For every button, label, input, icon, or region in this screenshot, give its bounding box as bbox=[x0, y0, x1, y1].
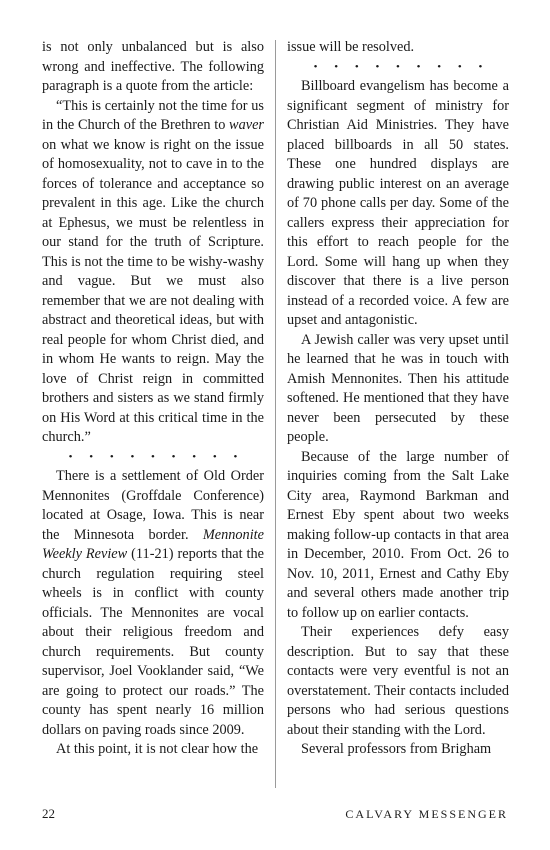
quote-text-start: “This is certainly not the time for us in the Church of the Brethren to bbox=[42, 97, 264, 133]
quote-text-end: on what we know is right on the issue of homosexuality, not to cave in to the forces of tolerance and acceptance so prevalent in this age. Like the church at Ephesus, we must be relentless in our stand for the truth of Scripture. This is not the time to be wishy-washy and vague. But we must also remember that we are not dealing with abstract and theoretical ideas, but with real people for whom Christ died, and in whom He wants to reign. May the love of Christ reign in committed brothers and sisters as we stand firmly on His Word at this critical time in the church.” bbox=[42, 136, 264, 445]
section-separator: • • • • • • • • • bbox=[68, 450, 245, 463]
publication-title: Mennonite Weekly Review bbox=[42, 526, 264, 562]
mennonite-text-start: There is a settlement of Old Order Mennonites (Groffdale Conference) located at Osage, Iowa. This is near the Minnesota border. bbox=[42, 468, 264, 543]
right-column bbox=[287, 38, 509, 760]
running-head: CALVARY MESSENGER bbox=[345, 807, 508, 821]
billboard-paragraph: Billboard evangelism has become a significant segment of ministry for Christian Aid Ministries. They have placed billboards in all 50 states. These one hundred displays are drawing public interest on an average of 70 phone calls per day. Some of the callers express their appreciation for this effort to reach people for the Lord. Some will hang up when they discover that there is a live person instead of a recorded voice. A few are upset and antagonistic. bbox=[287, 78, 509, 328]
experiences-paragraph: Their experiences defy easy description. But to say that these contacts were very eventful is not an overstatement. Their contacts included persons who had serious questions about their standing with the Lord. bbox=[287, 624, 509, 738]
column-divider bbox=[275, 40, 276, 788]
salt-lake-paragraph: Because of the large number of inquiries coming from the Salt Lake City area, Raymond Barkman and Ernest Eby spent about two weeks making follow-up contacts in that area in December, 2010. From Oct. 26 to Nov. 10, 2011, Ernest and Cathy Eby and several others made another trip to follow up on earlier contacts. bbox=[287, 448, 509, 621]
jewish-caller-paragraph: A Jewish caller was very upset until he learned that he was in touch with Amish Mennonites. Then his attitude softened. He mentioned that they have never been persecuted by these people. bbox=[287, 331, 509, 445]
closing-paragraph-end: issue will be resolved. bbox=[287, 39, 415, 55]
section-separator: • • • • • • • • • bbox=[313, 60, 490, 73]
closing-paragraph-start: At this point, it is not clear how the bbox=[56, 741, 259, 757]
mennonite-text-end: (11-21) reports that the church regulation requiring steel wheels is in conflict with county officials. The Mennonites are vocal about their religious freedom and church requirements. But county supervisor, Joel Vooklander said, “We are going to protect our roads.” The county has spent nearly 16 million dollars on paving roads since 2009. bbox=[42, 546, 265, 738]
paragraph-continued: is not only unbalanced but is also wrong and ineffective. The following paragraph is a quote from the article: bbox=[42, 39, 264, 94]
quote-emphasis: waver bbox=[229, 117, 264, 133]
page-number: 22 bbox=[42, 806, 55, 821]
left-column bbox=[42, 38, 264, 760]
professors-paragraph: Several professors from Brigham bbox=[301, 741, 492, 757]
mennonite-paragraph bbox=[42, 467, 264, 740]
article-quote bbox=[42, 97, 264, 448]
